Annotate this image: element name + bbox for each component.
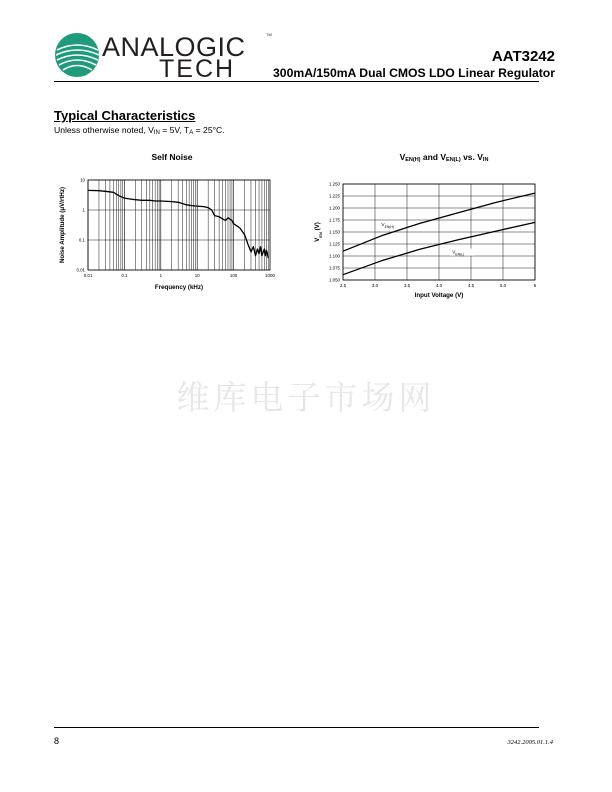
x-tick-label: 5.0 (499, 283, 507, 288)
chart-ven-title-sub3: IN (482, 157, 489, 163)
chart-ven-title-vs: vs. V (460, 152, 483, 162)
y-tick-label: 1.250 (329, 181, 340, 187)
x-tick-label: 2.5 (339, 283, 347, 288)
x-tick-label: 3.5 (403, 283, 411, 288)
x-tick-label: 4.0 (435, 283, 443, 288)
note-vin-sub: IN (153, 130, 160, 136)
header-divider (54, 81, 539, 82)
y-tick-label: 1.050 (329, 277, 340, 283)
document-code: 3242.2005.01.1.4 (507, 739, 553, 746)
x-axis-label: Frequency (kHz) (154, 284, 204, 291)
y-tick-label: 1.200 (329, 205, 340, 211)
x-tick-label: 3.0 (371, 283, 379, 288)
chart-self-noise-title: Self Noise (151, 152, 193, 162)
chart-ven-title (332, 152, 556, 163)
y-tick-label: 1 (82, 207, 85, 213)
y-axis-label-part-1: EN (317, 232, 323, 238)
y-tick-label: 1.125 (329, 241, 340, 247)
x-tick-label: 100 (229, 273, 238, 278)
x-tick-label: 5 (533, 283, 537, 288)
note-prefix: Unless otherwise noted, V (54, 125, 154, 135)
y-axis-label-part-2: (V) (314, 222, 321, 233)
x-tick-label: 1 (159, 273, 163, 278)
logo-text-analogic: ANALOGIC (102, 32, 246, 62)
ven-vs-vin-chart (305, 174, 555, 324)
x-tick-label: 4.5 (467, 283, 475, 288)
y-axis-label (314, 222, 323, 242)
chart-ven-title-and: and V (420, 152, 447, 162)
y-tick-label: 0.01 (76, 267, 85, 273)
part-number: AAT3242 (491, 48, 555, 65)
y-axis-label-part-0: V (314, 237, 321, 242)
logo-text-tech: TECH (159, 55, 236, 83)
watermark-text: 维库电子市场网 (176, 378, 436, 417)
document-subtitle: 300mA/150mA Dual CMOS LDO Linear Regulator (273, 66, 555, 80)
series-label-0-part-1: EN(H) (384, 224, 395, 229)
chart-ven-title-v1: V (399, 152, 406, 162)
chart-ven-title-sub2: EN(L) (446, 157, 461, 163)
x-tick-label: 1000 (265, 273, 275, 278)
y-tick-label: 1.225 (329, 193, 340, 199)
x-tick-label: 0.1 (121, 273, 128, 278)
y-tick-label: 1.150 (329, 229, 340, 235)
x-axis-label: Input Voltage (V) (414, 292, 464, 299)
x-tick-label: 0.01 (83, 273, 93, 278)
note-ta-sub: A (189, 130, 194, 136)
footer-divider (54, 727, 539, 728)
analogictech-logo (54, 30, 272, 83)
series-label-1-part-0: V (452, 250, 456, 256)
note-mid: = 5V, T (159, 125, 190, 135)
y-tick-label: 1.100 (329, 253, 340, 259)
y-tick-label: 10 (80, 177, 85, 183)
series-label-0-part-0: V (381, 222, 385, 228)
chart-ven-title-sub1: EN(H) (405, 157, 421, 163)
series-label-1-part-1: EN(L) (455, 252, 465, 257)
logo-trademark: TM (266, 32, 272, 37)
self-noise-chart (56, 168, 286, 328)
y-tick-label: 0.1 (78, 237, 85, 243)
logo-mark-icon (54, 30, 100, 78)
y-tick-label: 1.075 (329, 265, 340, 271)
y-axis-label: Noise Amplitude (μV/rtHz) (59, 186, 66, 264)
conditions-note (54, 125, 225, 136)
section-title: Typical Characteristics (54, 108, 196, 123)
page-number: 8 (54, 736, 60, 746)
x-tick-label: 10 (194, 273, 200, 278)
y-tick-label: 1.175 (329, 217, 340, 223)
note-suffix: = 25°C. (193, 125, 225, 135)
